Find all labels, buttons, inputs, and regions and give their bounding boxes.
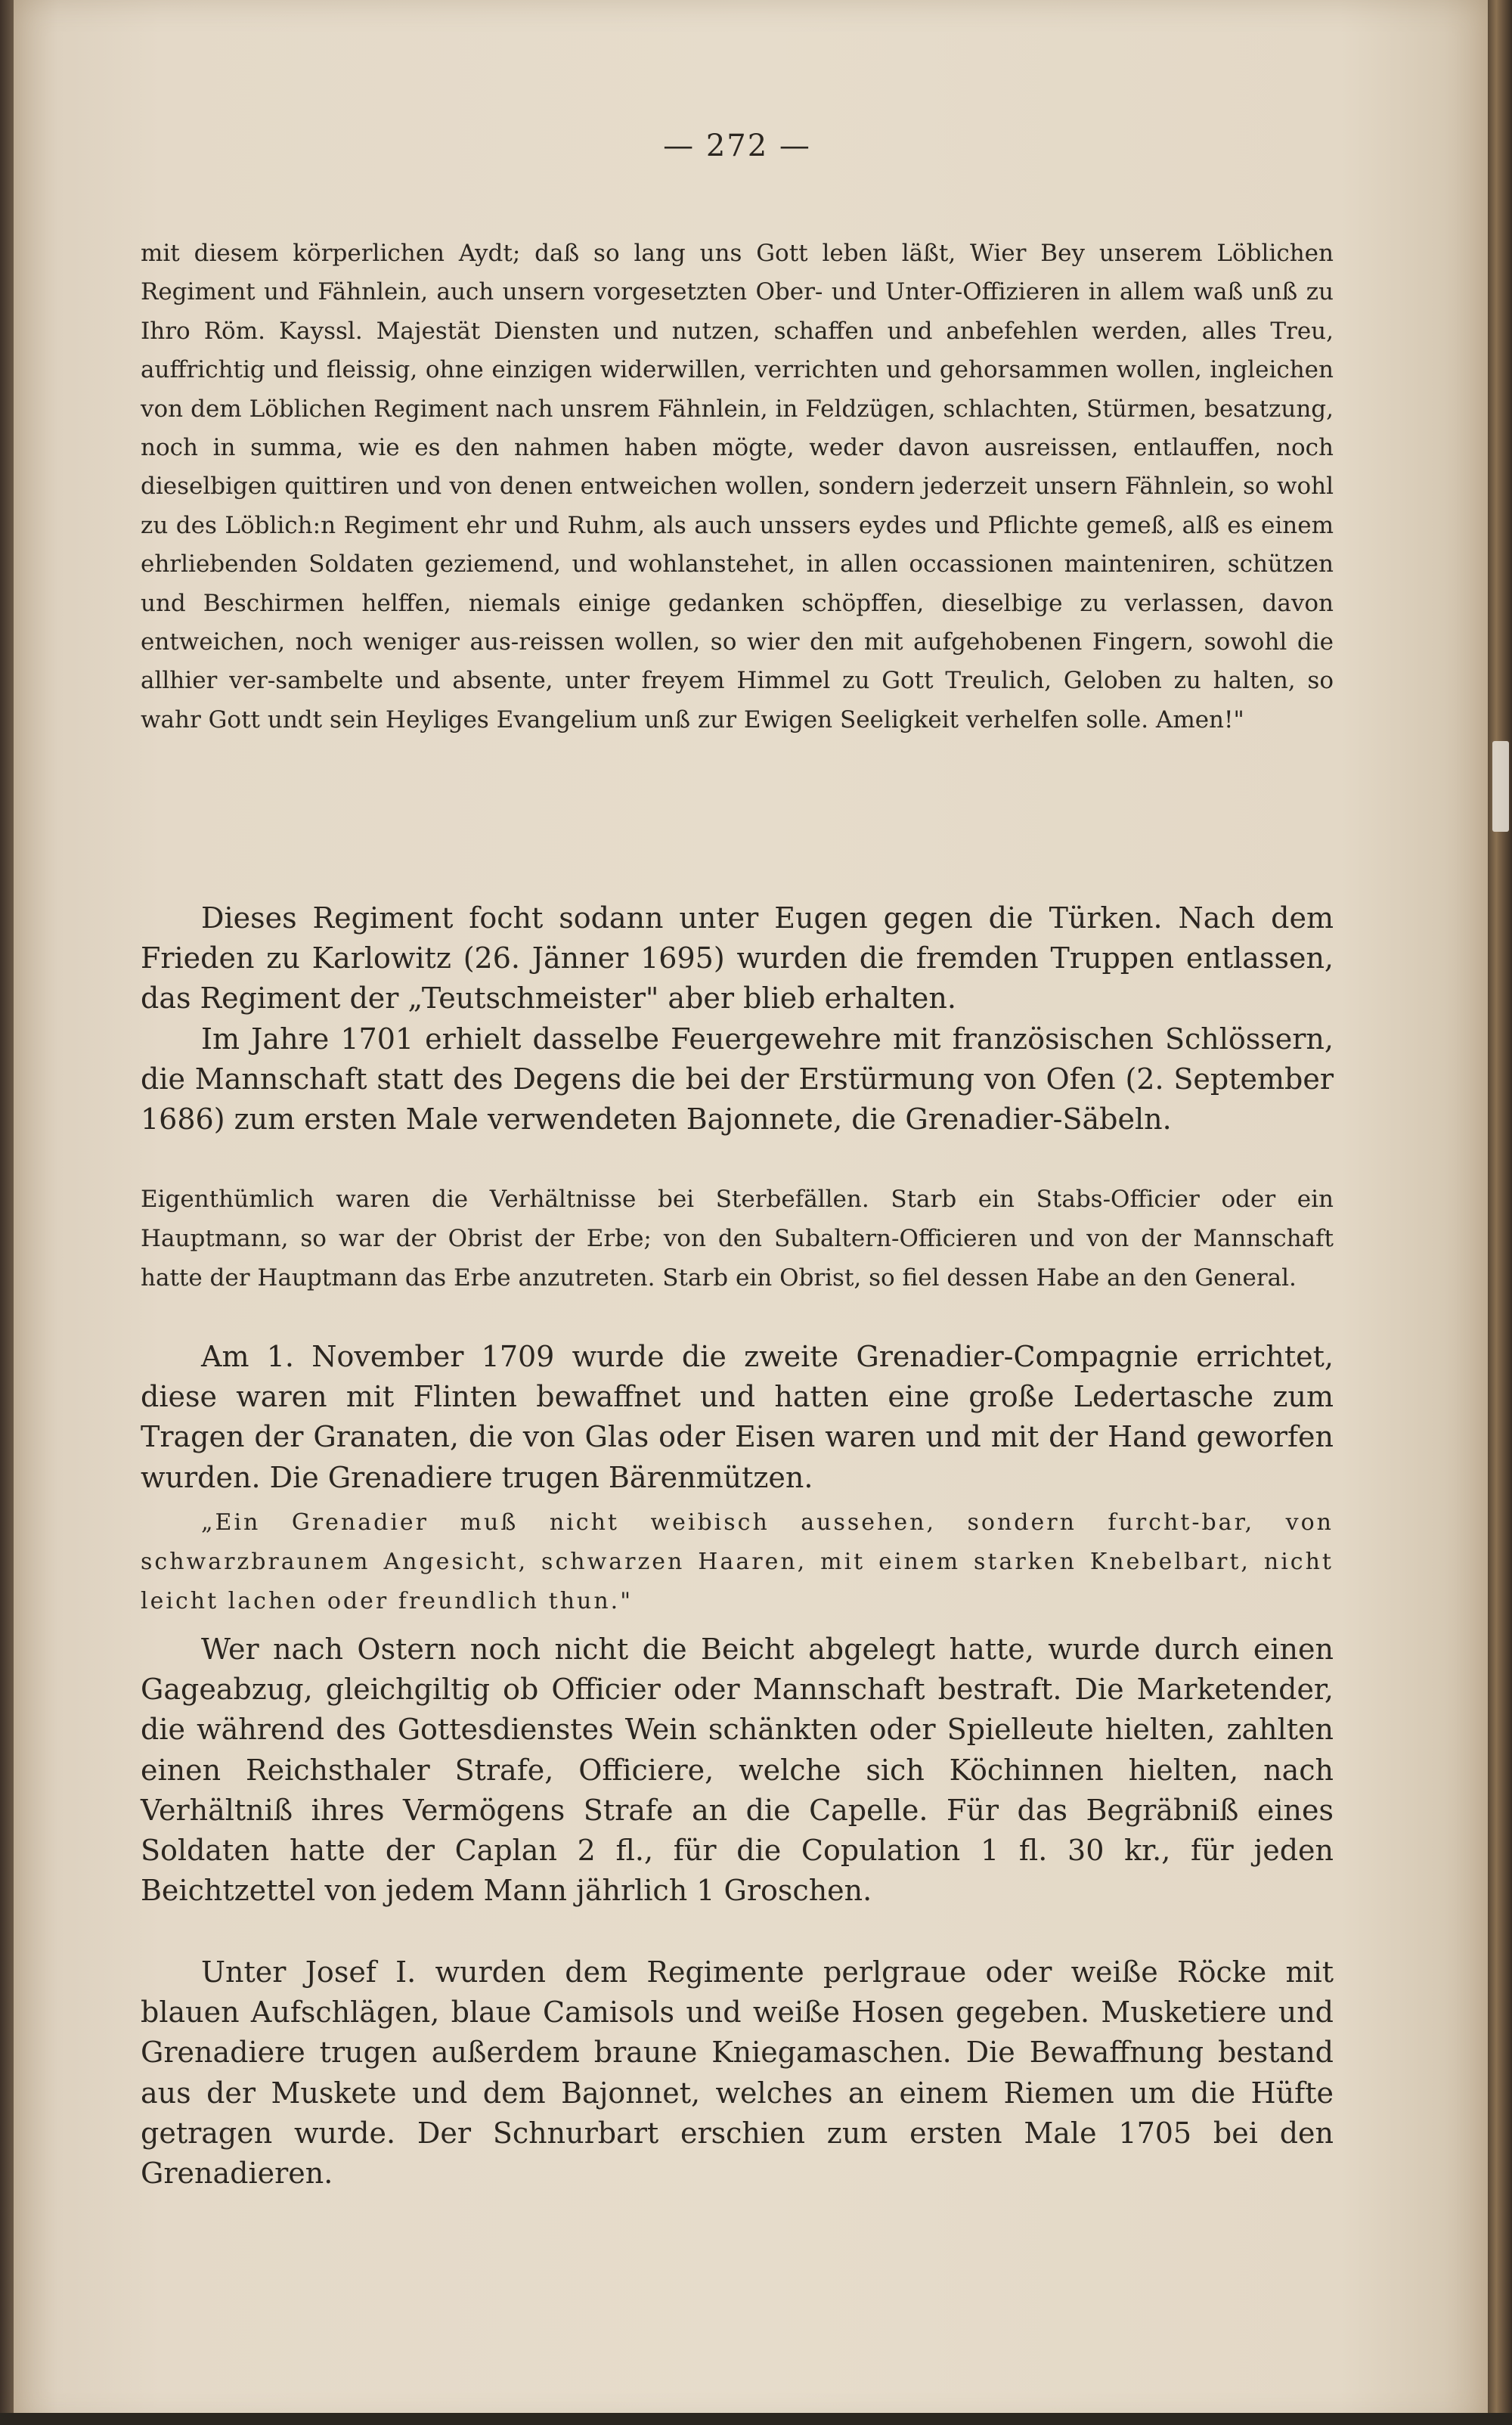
page-marker-tab bbox=[1492, 741, 1509, 832]
paragraph-beicht: Wer nach Ostern noch nicht die Beicht abgelegt hatte, wurde durch einen Gageabzug, gleichgiltig ob Officier oder Mannschaft bestraft. Die Marketender, die während des Gottesdienstes Wein schänkten oder Spielleute hielten, zahlten einen Reichsthaler Strafe, Officiere, welche sich Köchinnen hielten, nach Verhältniß ihres Vermögens Strafe an die Capelle. Für das Begräbniß eines Soldaten hatte der Caplan 2 fl., für die Copulation 1 fl. 30 kr., für jeden Beichtzettel von jedem Mann jährlich 1 Groschen. bbox=[141, 1633, 1334, 1908]
oath-text: mit diesem körperlichen Aydt; daß so lang uns Gott leben läßt, Wier Bey unserem Löblichen Regiment und Fähnlein, auch unsern vorgesetzten Ober- und Unter-Offizieren in allem waß unß zu Ihro Röm. Kayssl. Majestät Diensten und nutzen, schaffen und anbefehlen werden, alles Treu, auffrichtig und fleissig, ohne einzigen widerwillen, verrichten und gehorsammen wollen, ingleichen von dem Löblichen Regiment nach unsrem Fähnlein, in Feldzügen, schlachten, Stürmen, besatzung, noch in summa, wie es den nahmen haben mögte, weder davon ausreissen, entlauffen, noch dieselbigen quittiren und von denen entweichen wollen, sondern jederzeit unsern Fähnlein, so wohl zu des Löblich:n Regiment ehr und Ruhm, als auch unssers eydes und Pflichte gemeß, alß es einem ehrliebenden Soldaten geziemend, und wohlanstehet, in allen occassionen mainteniren, schützen und Beschirmen helffen, niemals einige gedanken schöpffen, dieselbige zu verlassen, davon entweichen, noch weniger aus-reissen wollen, so wier den mit aufgehobenen Fingern, sowohl die allhier ver-sambelte und absente, unter freyem Himmel zu Gott Treulich, Geloben zu halten, so wahr Gott undt sein Heyliges Evangelium unß zur Ewigen Seeligkeit verhelfen solle. Amen!" bbox=[141, 240, 1334, 733]
paragraph-regiment-eugen: Dieses Regiment focht sodann unter Eugen gegen die Türken. Nach dem Frieden zu Karlowitz (26. Jänner 1695) wurden die fremden Truppen entlassen, das Regiment der „Teutschmeister" aber blieb erhalten. bbox=[141, 901, 1334, 1016]
page-number: — 272 — bbox=[663, 129, 811, 163]
binding-edge-left bbox=[0, 0, 14, 2425]
paragraph-grenadier-compagnie: Am 1. November 1709 wurde die zweite Grenadier-Compagnie errichtet, diese waren mit Flinten bewaffnet und hatten eine große Ledertasche zum Tragen der Granaten, die von Glas oder Eisen waren und mit der Hand geworfen wurden. Die Grenadiere trugen Bärenmützen. bbox=[141, 1340, 1334, 1494]
binding-edge-right bbox=[1488, 0, 1512, 2425]
paper-sheet bbox=[14, 0, 1488, 2425]
paragraph-sterbefaelle: Eigenthümlich waren die Verhältnisse bei Sterbefällen. Starb ein Stabs-Officier oder ein Hauptmann, so war der Obrist der Erbe; von den Subaltern-Officieren und von der Mannschaft hatte der Hauptmann das Erbe anzutreten. Starb ein Obrist, so fiel dessen Habe an den General. bbox=[141, 1186, 1334, 1292]
scan-bottom-border bbox=[0, 2413, 1512, 2425]
grenadier-quote: „Ein Grenadier muß nicht weibisch aussehen, sondern furcht-bar, von schwarzbraunem Angesicht, schwarzen Haaren, mit einem starken Knebelbart, nicht leicht lachen oder freundlich thun." bbox=[141, 1509, 1334, 1614]
paragraph-josef-uniform: Unter Josef I. wurden dem Regimente perlgraue oder weiße Röcke mit blauen Aufschlägen, blaue Camisols und weiße Hosen gegeben. Musketiere und Grenadiere trugen außerdem braune Kniegamaschen. Die Bewaffnung bestand aus der Muskete und dem Bajonnet, welches an einem Riemen um die Hüfte getragen wurde. Der Schnurbart erschien zum ersten Male 1705 bei den Grenadieren. bbox=[141, 1955, 1334, 2191]
paragraph-year-1701: Im Jahre 1701 erhielt dasselbe Feuergewehre mit französischen Schlössern, die Mannschaft statt des Degens die bei der Erstürmung von Ofen (2. September 1686) zum ersten Male verwendeten Bajonnete, die Grenadier-Säbeln. bbox=[141, 1022, 1334, 1137]
